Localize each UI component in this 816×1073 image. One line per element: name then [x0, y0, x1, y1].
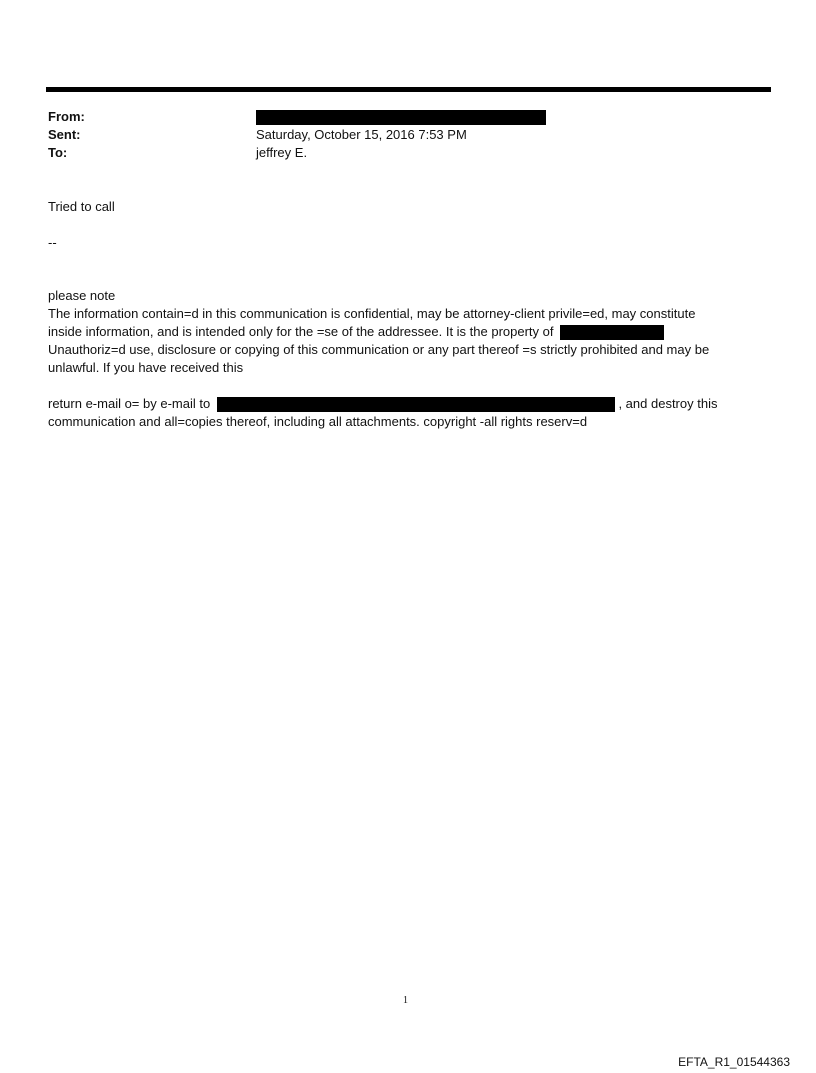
- property-owner-redaction-box: [560, 325, 664, 340]
- return-line-1-start: return e-mail o= by e-mail to: [48, 396, 211, 411]
- notice-line-4: unlawful. If you have received this: [48, 360, 244, 375]
- bates-number: EFTA_R1_01544363: [678, 1055, 790, 1069]
- return-line-1-end: , and destroy this: [618, 396, 718, 411]
- notice-line-2-text: inside information, and is intended only for the =se of the addressee. It is the property of: [48, 324, 554, 339]
- notice-line-2: [48, 323, 664, 341]
- return-line-1: [48, 395, 717, 413]
- notice-line-1: The information contain=d in this communication is confidential, may be attorney-client privile=ed, may constitute: [48, 306, 696, 321]
- sent-label: Sent:: [48, 127, 81, 142]
- header-divider-rule: [46, 87, 771, 92]
- sent-value: Saturday, October 15, 2016 7:53 PM: [256, 127, 467, 142]
- to-value: jeffrey E.: [256, 145, 308, 160]
- from-value: [256, 108, 546, 126]
- signature-separator: --: [48, 235, 57, 250]
- notice-title: please note: [48, 288, 116, 303]
- from-redaction-box: [256, 110, 546, 125]
- page-number: 1: [403, 995, 408, 1006]
- from-label: From:: [48, 109, 85, 124]
- return-line-2: communication and all=copies thereof, including all attachments. copyright -all rights reserv=d: [48, 414, 588, 429]
- return-email-redaction-box: [217, 397, 615, 412]
- notice-line-3: Unauthoriz=d use, disclosure or copying of this communication or any part thereof =s strictly prohibited and may be: [48, 342, 710, 357]
- to-label: To:: [48, 145, 68, 160]
- body-line-tried-to-call: Tried to call: [48, 199, 115, 214]
